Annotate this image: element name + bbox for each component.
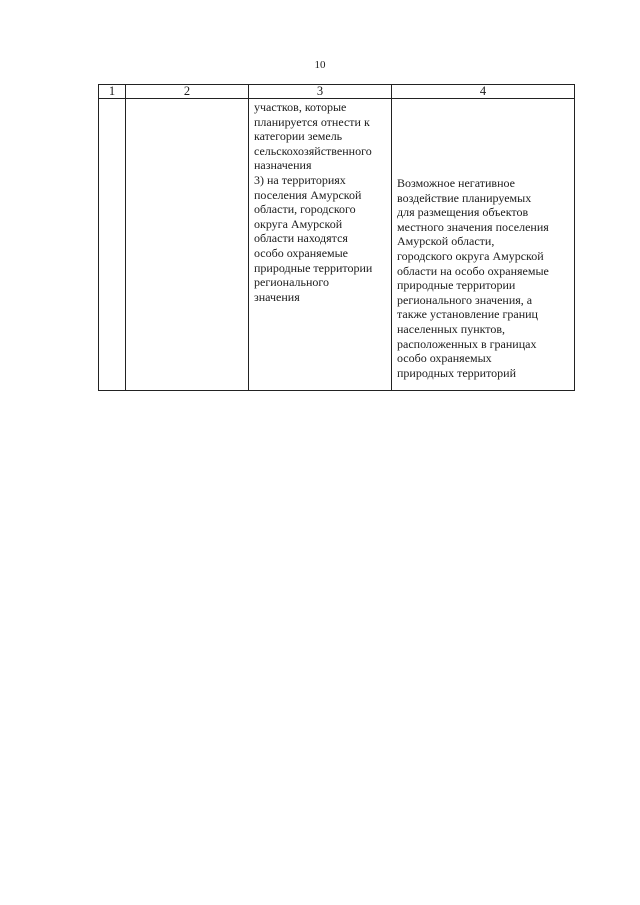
table-cell-col4 [392,99,575,391]
cell-text-col3: участков, которые планируется отнести к категории земель сельскохозяйственного назначения 3) на территориях поселения Амурской области, городского округа Амурской области находятся особо охраняемые природные территории регионального значения [254,100,373,304]
column-header-2: 2 [126,85,249,99]
table-header-row [99,85,575,99]
table-row [99,99,575,391]
page-number: 10 [314,59,326,71]
column-header-4: 4 [392,85,575,99]
cell-text-col4: Возможное негативное воздействие планируемых для размещения объектов местного значения поселения Амурской области, городского округа Амурской области на особо охраняемые природные территории регионального значения, а также установление границ населенных пунктов, расположенных в границах особо охраняемых природных территорий [397,176,549,380]
table-cell-col3 [249,99,392,391]
table-cell-col2 [126,99,249,391]
column-header-3: 3 [249,85,392,99]
column-header-1: 1 [99,85,126,99]
table-cell-col1 [99,99,126,391]
document-table [98,84,575,391]
